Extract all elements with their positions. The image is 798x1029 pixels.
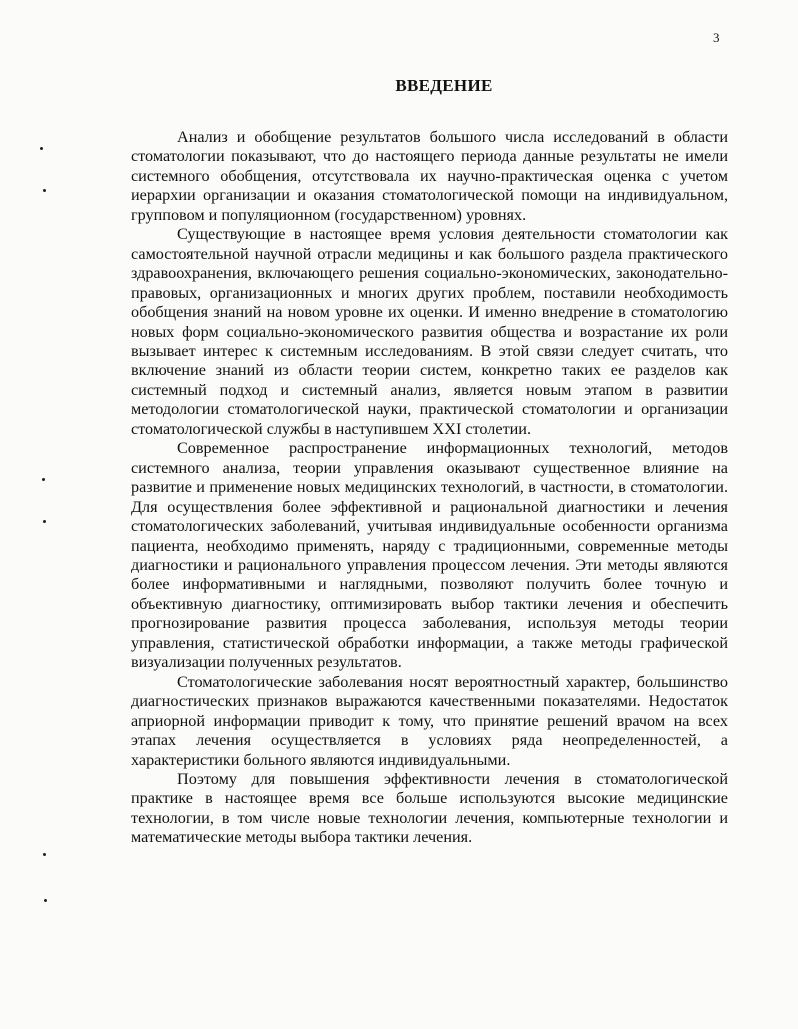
scan-dot [43, 853, 46, 856]
paragraph-1: Анализ и обобщение результатов большого числа исследований в области стоматологии показывают, что до настоящего периода данные результаты не имели системного обобщения, отсутствовала их научно-практическая оценка с учетом иерархии организации и оказания стоматологической помощи на индивидуальном, групповом и популяционном (государственном) уровнях. [131, 128, 728, 224]
paragraph-5: Поэтому для повышения эффективности лечения в стоматологической практике в настоящее время все больше используются высокие медицинские технологии, в том числе новые технологии лечения, компьютерные технологии и математические методы выбора тактики лечения. [131, 769, 728, 847]
paragraph-3: Современное распространение информационных технологий, методов системного анализа, теории управления оказывают существенное влияние на развитие и применение новых медицинских технологий, в частности, в стоматологии. Для осуществления более эффективной и рациональной диагностики и лечения стоматологических заболеваний, учитывая индивидуальные особенности организма пациента, необходимо применять, наряду с традиционными, современные методы диагностики и рационального управления процессом лечения. Эти методы являются более информативными и наглядными, позволяют получить более точную и объективную диагностику, оптимизировать выбор тактики лечения и обеспечить прогнозирование развития процесса заболевания, используя методы теории управления, статистической обработки информации, а также методы графической визуализации полученных результатов. [131, 439, 728, 672]
body-text [131, 128, 728, 848]
page-title: ВВЕДЕНИЕ [395, 76, 493, 95]
page-number: 3 [713, 30, 720, 45]
paragraph-2: Существующие в настоящее время условия деятельности стоматологии как самостоятельной научной отрасли медицины и как большого раздела практического здравоохранения, включающего решения социально-экономических, законодательно-правовых, организационных и многих других проблем, поставили необходимость обобщения знаний на новом уровне их оценки. И именно внедрение в стоматологию новых форм социально-экономического развития общества и возрастание их роли вызывает интерес к системным исследованиям. В этой связи следует считать, что включение знаний из области теории систем, конкретно таких ее разделов как системный подход и системный анализ, является новым этапом в развитии методологии стоматологической науки, практической стоматологии и организации стоматологической службы в наступившем XXI столетии. [131, 225, 728, 438]
paragraph-4: Стоматологические заболевания носят вероятностный характер, большинство диагностических признаков выражаются качественными показателями. Недостаток априорной информации приводит к тому, что принятие решений врачом на всех этапах лечения осуществляется в условиях ряда неопределенностей, а характеристики больного являются индивидуальными. [131, 672, 728, 769]
scan-dot [43, 189, 46, 192]
scan-dot [42, 478, 45, 481]
scan-dot [44, 899, 47, 902]
scan-dot [43, 520, 46, 523]
scan-dot [40, 147, 43, 150]
